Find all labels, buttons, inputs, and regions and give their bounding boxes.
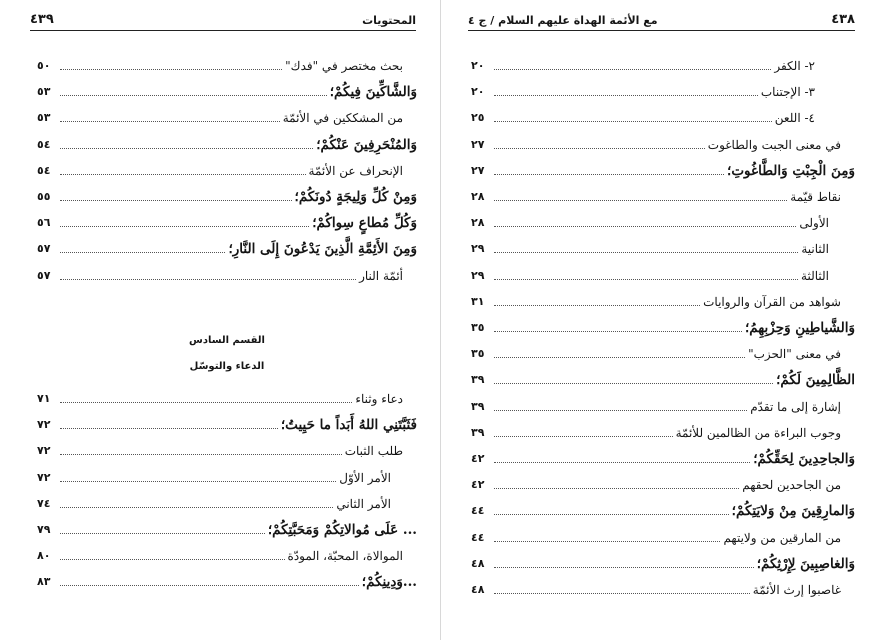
toc-entry-title: من المشككين في الأئمّة <box>282 111 403 126</box>
toc-entry-page-number: ٥٧ <box>37 268 51 282</box>
toc-entry-page-number: ٧٢ <box>37 418 51 432</box>
toc-entry-title: الأولى <box>799 216 829 231</box>
toc-entry <box>471 263 855 283</box>
toc-entry <box>471 551 855 571</box>
toc-entry-title: وجوب البراءة من الظالمين للأئمّة <box>675 425 841 440</box>
toc-entry <box>37 236 417 256</box>
dot-leader <box>60 402 352 403</box>
toc-entry <box>471 367 855 387</box>
dot-leader <box>494 357 745 358</box>
toc-entry-page-number: ٧٤ <box>37 496 51 510</box>
toc-entry-title: وَكُلِّ مُطاعٍ سِواكُمْ؛ <box>312 215 417 232</box>
toc-entry <box>471 315 855 335</box>
toc-entry <box>471 79 855 99</box>
right-page <box>441 0 882 640</box>
dot-leader <box>494 541 720 542</box>
toc-entry-title: أئمّة النار <box>359 268 403 283</box>
dot-leader <box>494 95 758 96</box>
toc-entry-page-number: ٣١ <box>471 294 485 308</box>
dot-leader <box>494 488 739 489</box>
section-subtitle: الدعاء والتوسّل <box>189 361 265 372</box>
toc-entry-title: فَثَبَّتَنِي اللهُ أَبَداً ما حَيِيتُ؛ <box>280 417 417 434</box>
toc-entry-title: ٢- الكفر <box>774 59 815 73</box>
toc-entry-title: وَالمارِقِينَ مِنْ وَلايَتِكُمْ؛ <box>731 503 855 520</box>
toc-entry <box>37 438 417 458</box>
toc-entry-page-number: ٤٨ <box>471 556 485 570</box>
right-page-number: ٤٣٨ <box>831 12 855 27</box>
dot-leader <box>494 174 724 175</box>
toc-entry <box>37 53 417 73</box>
toc-entry-title: في معنى الجبت والطاغوت <box>707 137 841 152</box>
right-page-running-title: مع الأئمة الهداة عليهم السلام / ج ٤ <box>468 14 658 27</box>
toc-entry-page-number: ٤٤ <box>471 530 485 544</box>
dot-leader <box>494 148 705 149</box>
toc-entry-title: ... عَلَى مُوالاتِكُمْ وَمَحَبَّتِكُمْ؛ <box>267 522 417 538</box>
dot-leader <box>60 533 265 534</box>
toc-entry-page-number: ٨٣ <box>37 575 51 589</box>
left-page-number: ٤٣٩ <box>30 12 54 27</box>
toc-entry <box>471 105 855 125</box>
toc-entry-title: بحث مختصر في "فدك" <box>285 59 403 73</box>
toc-entry-page-number: ٢٨ <box>471 190 485 203</box>
toc-entry-page-number: ٨٠ <box>37 549 51 563</box>
dot-leader <box>494 567 754 568</box>
dot-leader <box>494 305 700 306</box>
toc-entry <box>37 517 417 537</box>
toc-entry-title: وَالجاحِدِينَ لِحَقِّكُمْ؛ <box>753 451 855 467</box>
dot-leader <box>494 226 796 227</box>
toc-entry-page-number: ٢٨ <box>471 216 485 230</box>
dot-leader <box>494 383 773 384</box>
right-page-header <box>468 12 855 31</box>
dot-leader <box>494 121 772 122</box>
toc-entry <box>471 289 855 309</box>
toc-entry-page-number: ٢٠ <box>471 85 485 99</box>
toc-entry-title: وَالمُنْحَرِفِينَ عَنْكُمْ؛ <box>316 136 417 153</box>
toc-entry <box>37 491 417 511</box>
toc-entry-page-number: ٥٦ <box>37 216 51 230</box>
toc-entry <box>471 53 855 73</box>
dot-leader <box>60 226 309 227</box>
toc-entry-title: طلب الثبات <box>344 444 403 459</box>
toc-entry-title: الموالاة، المحبّة، المودّة <box>287 549 403 564</box>
toc-entry-page-number: ٣٥ <box>471 347 485 361</box>
toc-entry-page-number: ٣٩ <box>471 425 485 439</box>
dot-leader <box>60 69 282 70</box>
dot-leader <box>60 559 285 560</box>
dot-leader <box>494 436 673 437</box>
toc-entry-page-number: ٧١ <box>37 392 51 405</box>
toc-entry <box>471 394 855 414</box>
toc-entry <box>37 184 417 204</box>
dot-leader <box>494 252 798 253</box>
toc-entry-title: غاصبوا إرث الأئمّة <box>752 583 841 597</box>
toc-entry <box>471 420 855 440</box>
dot-leader <box>494 279 798 280</box>
toc-entry <box>471 577 855 597</box>
toc-entry-title: دعاء وثناء <box>355 392 403 406</box>
dot-leader <box>494 593 750 594</box>
toc-entry <box>37 465 417 485</box>
toc-entry-page-number: ٥٤ <box>37 137 51 151</box>
toc-entry-page-number: ٧٩ <box>37 523 51 536</box>
toc-entry <box>37 158 417 178</box>
toc-entry <box>37 569 417 589</box>
toc-entry <box>471 210 855 230</box>
toc-entry <box>471 132 855 152</box>
toc-entry-page-number: ٥٠ <box>37 59 51 72</box>
toc-entry-title: وَمِنَ الْجِبْتِ وَالطَّاغُوتِ؛ <box>727 162 855 179</box>
dot-leader <box>494 331 742 332</box>
dot-leader <box>60 200 292 201</box>
toc-entry-page-number: ٤٤ <box>471 504 485 518</box>
toc-entry-title: وَمِنْ كُلِّ وَلِيجَةٍ دُونَكُمْ؛ <box>294 189 417 205</box>
toc-entry-page-number: ٥٤ <box>37 163 51 177</box>
dot-leader <box>60 481 336 482</box>
toc-entry <box>471 341 855 361</box>
toc-entry-title: وَالشَّياطِينِ وَحِزْبِهِمُ؛ <box>745 320 855 336</box>
toc-entry-title: الأمر الثاني <box>336 496 391 511</box>
toc-entry-title: من المارقين من ولايتهم <box>723 530 841 545</box>
dot-leader <box>60 95 327 96</box>
toc-entry <box>471 158 855 178</box>
toc-entry-page-number: ٢٩ <box>471 242 485 256</box>
dot-leader <box>60 279 356 280</box>
toc-entry-page-number: ٢٧ <box>471 137 485 151</box>
toc-entry <box>471 184 855 204</box>
dot-leader <box>494 410 747 411</box>
toc-entry <box>37 210 417 230</box>
toc-entry-title: شواهد من القرآن والروايات <box>703 294 841 309</box>
toc-entry-title: الأمر الأوّل <box>339 470 391 485</box>
toc-entry-page-number: ٥٣ <box>37 111 51 125</box>
toc-entry-page-number: ٧٢ <box>37 444 51 458</box>
toc-entry-title: الثانية <box>801 242 829 257</box>
dot-leader <box>494 69 771 70</box>
toc-entry <box>37 132 417 152</box>
toc-entry-page-number: ٢٩ <box>471 268 485 282</box>
dot-leader <box>60 174 306 175</box>
toc-entry-page-number: ٣٩ <box>471 399 485 413</box>
dot-leader <box>60 428 278 429</box>
toc-entry-title: الإنحراف عن الأئمّة <box>308 163 403 178</box>
dot-leader <box>60 148 313 149</box>
toc-entry <box>37 263 417 283</box>
toc-entry-page-number: ٤٨ <box>471 583 485 596</box>
toc-entry-page-number: ٤٢ <box>471 478 485 492</box>
toc-entry <box>471 498 855 518</box>
dot-leader <box>60 121 280 122</box>
toc-entry-title: إشارة إلى ما تقدّم <box>750 399 841 414</box>
dot-leader <box>60 585 359 586</box>
toc-entry-title: الثالثة <box>801 268 829 283</box>
toc-entry-title: في معنى "الحزب" <box>748 347 841 362</box>
toc-entry-page-number: ٣٥ <box>471 321 485 334</box>
toc-entry-page-number: ٣٩ <box>471 373 485 387</box>
section-title: القسم السادس <box>189 335 265 346</box>
toc-entry-title: من الجاحدين لحقهم <box>742 478 841 493</box>
toc-entry-page-number: ٢٧ <box>471 163 485 177</box>
toc-entry <box>37 386 417 406</box>
toc-entry-title: ٤- اللعن <box>774 111 815 126</box>
toc-entry-title: نقاط قيّمة <box>790 190 841 204</box>
toc-entry-page-number: ٥٥ <box>37 190 51 203</box>
left-page-header <box>30 12 416 31</box>
toc-entry <box>471 236 855 256</box>
toc-entry <box>37 105 417 125</box>
toc-entry-page-number: ٢٠ <box>471 59 485 72</box>
toc-entry <box>37 412 417 432</box>
toc-entry-page-number: ٤٢ <box>471 452 485 465</box>
toc-entry-page-number: ٢٥ <box>471 111 485 125</box>
dot-leader <box>60 454 342 455</box>
toc-entry-page-number: ٥٧ <box>37 242 51 256</box>
toc-entry-page-number: ٧٢ <box>37 470 51 484</box>
toc-entry-title: وَمِنَ الأَئِمَّةِ الَّذِينَ يَدْعُونَ إِلَى النَّارِ؛ <box>228 241 417 258</box>
toc-entry <box>37 543 417 563</box>
toc-entry-title: ...وَدِينِكُمْ؛ <box>361 574 417 591</box>
toc-entry <box>471 525 855 545</box>
toc-entry-title: وَالشَّاكِّينَ فِيكُمْ؛ <box>329 84 417 101</box>
toc-entry <box>471 446 855 466</box>
dot-leader <box>494 462 750 463</box>
toc-entry-title: ٣- الإجتناب <box>760 85 815 100</box>
toc-entry <box>37 79 417 99</box>
dot-leader <box>494 514 729 515</box>
toc-entry <box>471 472 855 492</box>
toc-entry-title: وَالغاصِبِينَ لِإِرْثِكُمْ؛ <box>756 555 855 572</box>
toc-entry-page-number: ٥٣ <box>37 85 51 99</box>
dot-leader <box>60 252 225 253</box>
dot-leader <box>60 507 333 508</box>
toc-entry-title: الظَّالِمِينَ لَكُمْ؛ <box>776 372 855 389</box>
left-page-running-title: المحتويات <box>362 14 416 27</box>
dot-leader <box>494 200 787 201</box>
